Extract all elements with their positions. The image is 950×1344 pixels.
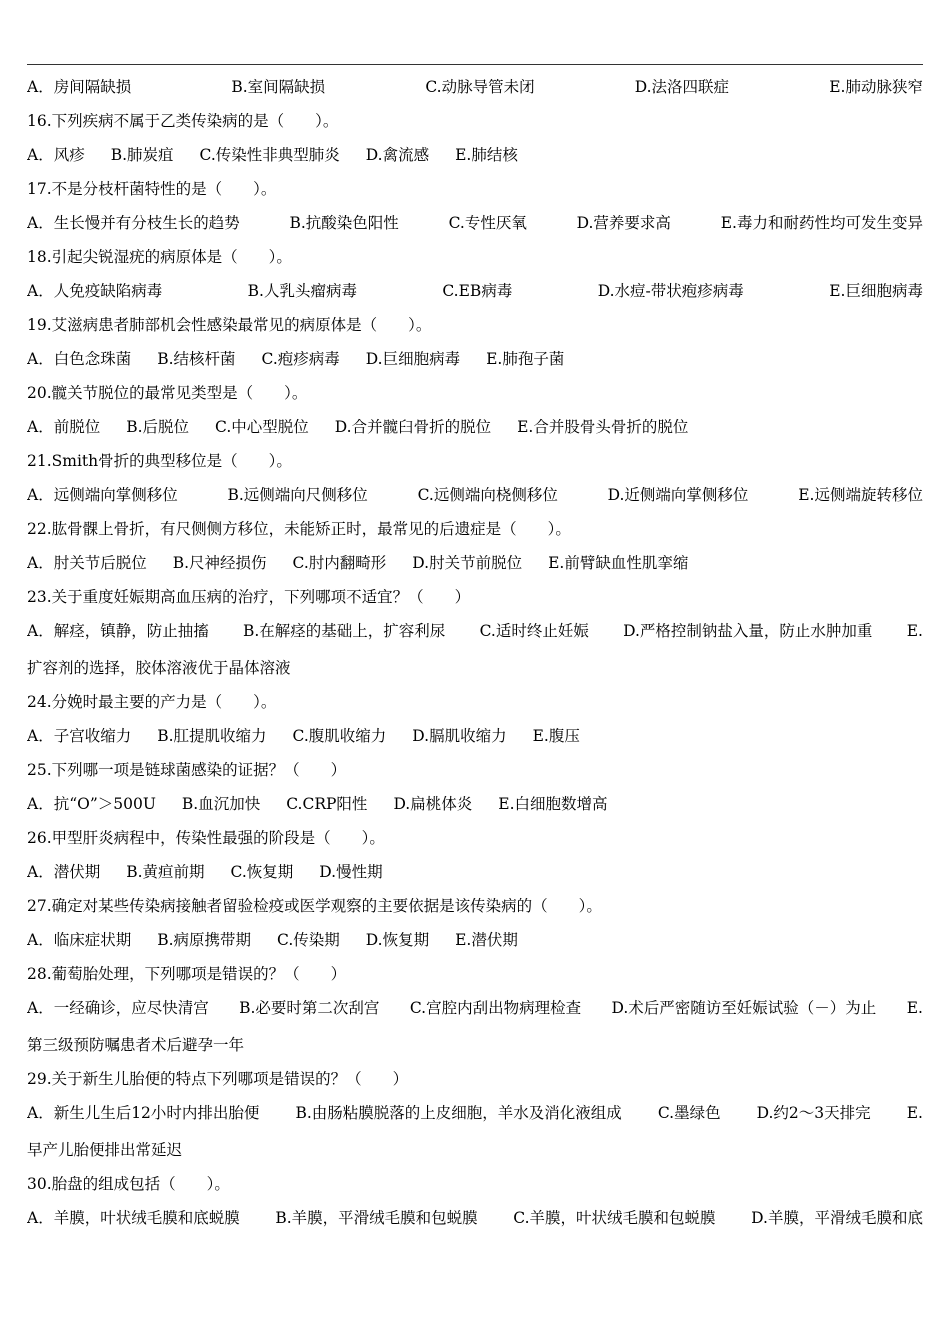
question-block <box>27 444 923 512</box>
question-block <box>27 685 923 753</box>
answer-option: A．风疹 <box>27 146 85 164</box>
option-row <box>27 787 923 821</box>
answer-option: B.远侧端向尺侧移位 <box>227 486 368 504</box>
question-block <box>27 1062 923 1167</box>
question-stem: 30.胎盘的组成包括（ ）。 <box>27 1175 230 1193</box>
option-row <box>27 991 923 1025</box>
question-block <box>27 1167 923 1235</box>
answer-option: D.营养要求高 <box>576 214 671 232</box>
question-stem: 25.下列哪一项是链球菌感染的证据？（ ） <box>27 761 347 779</box>
option-row <box>27 855 923 889</box>
question-list <box>27 70 923 1235</box>
answer-option: D.近侧端向掌侧移位 <box>607 486 749 504</box>
option-row <box>27 274 923 308</box>
option-row <box>27 1201 923 1235</box>
answer-option: E.前臂缺血性肌挛缩 <box>548 554 689 572</box>
answer-option: B.后脱位 <box>126 418 190 436</box>
option-row <box>27 546 923 580</box>
option-continuation: 早产儿胎便排出常延迟 <box>27 1141 183 1159</box>
question-block <box>27 889 923 957</box>
answer-option: D.严格控制钠盐入量，防止水肿加重 <box>623 622 873 640</box>
answer-option: E. <box>906 999 923 1017</box>
answer-option: C.肘内翻畸形 <box>292 554 387 572</box>
answer-option: B.病原携带期 <box>157 931 252 949</box>
answer-option: D.水痘-带状疱疹病毒 <box>597 282 744 300</box>
answer-option: E.远侧端旋转移位 <box>798 486 923 504</box>
answer-option: E.毒力和耐药性均可发生变异 <box>720 214 923 232</box>
question-block <box>27 957 923 1062</box>
answer-option: A．解痉，镇静，防止抽搐 <box>27 622 209 640</box>
answer-option: D.合并髋臼骨折的脱位 <box>334 418 492 436</box>
answer-option: E. <box>906 1104 923 1122</box>
answer-option: A．远侧端向掌侧移位 <box>27 486 178 504</box>
answer-option: C.动脉导管未闭 <box>425 78 535 96</box>
answer-option: B.血沉加快 <box>181 795 261 813</box>
answer-option: C.羊膜，叶状绒毛膜和包蜕膜 <box>513 1209 716 1227</box>
answer-option: A．生长慢并有分枝生长的趋势 <box>27 214 240 232</box>
answer-option: E.腹压 <box>532 727 580 745</box>
answer-option: E. <box>906 622 923 640</box>
answer-option: A．白色念珠菌 <box>27 350 132 368</box>
question-stem: 21.Smith骨折的典型移位是（ ）。 <box>27 452 292 470</box>
option-row <box>27 206 923 240</box>
option-continuation: 第三级预防嘱患者术后避孕一年 <box>27 1036 245 1054</box>
answer-option: D.巨细胞病毒 <box>365 350 461 368</box>
answer-option: C.宫腔内刮出物病理检查 <box>409 999 582 1017</box>
answer-option: B.黄疸前期 <box>126 863 205 881</box>
question-stem: 20.髋关节脱位的最常见类型是（ ）。 <box>27 384 308 402</box>
answer-option: B.由肠粘膜脱落的上皮细胞，羊水及消化液组成 <box>295 1104 622 1122</box>
answer-option: C.墨绿色 <box>657 1104 721 1122</box>
question-block <box>27 821 923 889</box>
answer-option: E.巨细胞病毒 <box>829 282 923 300</box>
answer-option: D.法洛四联症 <box>634 78 730 96</box>
question-block <box>27 753 923 821</box>
option-row <box>27 614 923 648</box>
answer-option: A．房间隔缺损 <box>27 78 132 96</box>
answer-option: E.肺孢子菌 <box>486 350 565 368</box>
answer-option: D.羊膜，平滑绒毛膜和底 <box>751 1209 923 1227</box>
option-row <box>27 70 923 104</box>
option-row <box>27 342 923 376</box>
answer-option: C.恢复期 <box>230 863 294 881</box>
question-stem: 19.艾滋病患者肺部机会性感染最常见的病原体是（ ）。 <box>27 316 432 334</box>
answer-option: C.远侧端向桡侧移位 <box>417 486 558 504</box>
question-block <box>27 104 923 172</box>
answer-option: A．抗“O”＞500U <box>27 795 156 813</box>
answer-option: B.抗酸染色阳性 <box>289 214 399 232</box>
question-stem: 27.确定对某些传染病接触者留验检疫或医学观察的主要依据是该传染病的（ ）。 <box>27 897 602 915</box>
answer-option: E.白细胞数增高 <box>498 795 608 813</box>
answer-option: D.禽流感 <box>365 146 430 164</box>
answer-option: C.中心型脱位 <box>215 418 309 436</box>
answer-option: C.专性厌氧 <box>448 214 527 232</box>
answer-option: C.CRP阳性 <box>286 795 368 813</box>
answer-option: B.室间隔缺损 <box>231 78 326 96</box>
question-stem: 23.关于重度妊娠期高血压病的治疗，下列哪项不适宜？（ ） <box>27 588 471 606</box>
question-stem: 24.分娩时最主要的产力是（ ）。 <box>27 693 277 711</box>
answer-option: A．羊膜，叶状绒毛膜和底蜕膜 <box>27 1209 240 1227</box>
question-stem: 28.葡萄胎处理，下列哪项是错误的？（ ） <box>27 965 347 983</box>
answer-option: A．子宫收缩力 <box>27 727 132 745</box>
question-block <box>27 240 923 308</box>
answer-option: B.肛提肌收缩力 <box>157 727 267 745</box>
answer-option: A．临床症状期 <box>27 931 132 949</box>
question-block <box>27 512 923 580</box>
header-rule <box>27 64 923 65</box>
answer-option: E.肺结核 <box>455 146 518 164</box>
question-stem: 22.肱骨髁上骨折，有尺侧侧方移位，未能矫正时，最常见的后遗症是（ ）。 <box>27 520 571 538</box>
question-block <box>27 70 923 104</box>
option-row <box>27 923 923 957</box>
answer-option: B.结核杆菌 <box>157 350 236 368</box>
option-row <box>27 478 923 512</box>
answer-option: C.传染性非典型肺炎 <box>199 146 340 164</box>
answer-option: C.疱疹病毒 <box>261 350 340 368</box>
answer-option: C.腹肌收缩力 <box>292 727 387 745</box>
answer-option: A．人免疫缺陷病毒 <box>27 282 163 300</box>
answer-option: C.适时终止妊娠 <box>479 622 589 640</box>
question-stem: 26.甲型肝炎病程中，传染性最强的阶段是（ ）。 <box>27 829 385 847</box>
option-row <box>27 138 923 172</box>
answer-option: B.肺炭疽 <box>110 146 174 164</box>
answer-option: B.尺神经损伤 <box>172 554 267 572</box>
option-continuation: 扩容剂的选择，胶体溶液优于晶体溶液 <box>27 659 291 677</box>
answer-option: A．肘关节后脱位 <box>27 554 147 572</box>
option-row <box>27 1096 923 1130</box>
answer-option: B.人乳头瘤病毒 <box>247 282 357 300</box>
answer-option: B.在解痉的基础上，扩容利尿 <box>242 622 446 640</box>
answer-option: D.肘关节前脱位 <box>412 554 523 572</box>
answer-option: D.扁桃体炎 <box>393 795 473 813</box>
answer-option: E.潜伏期 <box>455 931 518 949</box>
answer-option: D.术后严密随访至妊娠试验（－）为止 <box>611 999 877 1017</box>
answer-option: A．一经确诊，应尽快清宫 <box>27 999 209 1017</box>
answer-option: A．前脱位 <box>27 418 101 436</box>
answer-option: D.恢复期 <box>365 931 430 949</box>
question-block <box>27 376 923 444</box>
question-block <box>27 580 923 685</box>
answer-option: C.EB病毒 <box>442 282 513 300</box>
answer-option: A．新生儿生后12小时内排出胎便 <box>27 1104 260 1122</box>
question-stem: 29.关于新生儿胎便的特点下列哪项是错误的？（ ） <box>27 1070 409 1088</box>
answer-option: B.必要时第二次刮宫 <box>239 999 380 1017</box>
answer-option: D.慢性期 <box>319 863 383 881</box>
question-stem: 17.不是分枝杆菌特性的是（ ）。 <box>27 180 277 198</box>
answer-option: E.合并股骨头骨折的脱位 <box>517 418 689 436</box>
answer-option: C.传染期 <box>277 931 340 949</box>
answer-option: D.约2～3天排完 <box>756 1104 871 1122</box>
option-row <box>27 410 923 444</box>
option-row <box>27 719 923 753</box>
question-stem: 16.下列疾病不属于乙类传染病的是（ ）。 <box>27 112 339 130</box>
answer-option: E.肺动脉狭窄 <box>829 78 923 96</box>
answer-option: B.羊膜，平滑绒毛膜和包蜕膜 <box>275 1209 478 1227</box>
question-block <box>27 308 923 376</box>
answer-option: A．潜伏期 <box>27 863 101 881</box>
question-block <box>27 172 923 240</box>
question-stem: 18.引起尖锐湿疣的病原体是（ ）。 <box>27 248 292 266</box>
answer-option: D.膈肌收缩力 <box>412 727 507 745</box>
